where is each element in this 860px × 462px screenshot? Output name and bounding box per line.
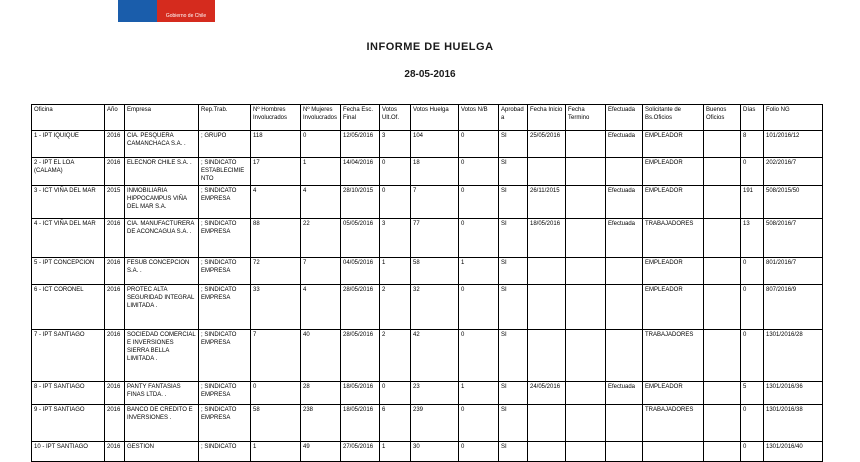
column-header: Fecha Inicio — [528, 105, 566, 131]
table-cell: 2016 — [105, 382, 125, 405]
table-cell: 40 — [301, 330, 341, 382]
table-cell: 1 — [301, 158, 341, 186]
table-cell: BANCO DE CREDITO E INVERSIONES . — [125, 405, 199, 442]
table-row — [32, 131, 823, 158]
table-cell: 0 — [459, 442, 499, 462]
table-cell: 0 — [380, 186, 411, 219]
table-cell: ; SINDICATO EMPRESA — [199, 219, 251, 258]
table-cell — [606, 442, 643, 462]
table-cell — [566, 186, 606, 219]
table-cell: 2016 — [105, 442, 125, 462]
table-cell: TRABAJADORES — [643, 219, 704, 258]
table-cell — [566, 219, 606, 258]
table-cell — [566, 330, 606, 382]
column-header: Oficina — [32, 105, 105, 131]
table-row — [32, 219, 823, 258]
table-cell: 8 - IPT SANTIAGO — [32, 382, 105, 405]
column-header: Fecha Esc. Final — [341, 105, 380, 131]
table-cell — [704, 330, 741, 382]
table-cell: 27/05/2016 — [341, 442, 380, 462]
table-cell: 0 — [251, 382, 301, 405]
table-row — [32, 258, 823, 285]
column-header: Buenos Oficios — [704, 105, 741, 131]
table-cell: 3 — [380, 219, 411, 258]
table-cell: 33 — [251, 285, 301, 330]
column-header: Nº Mujeres Involucrados — [301, 105, 341, 131]
table-cell: EMPLEADOR — [643, 186, 704, 219]
table-cell — [528, 158, 566, 186]
table-cell: 88 — [251, 219, 301, 258]
table-cell: 28/05/2016 — [341, 330, 380, 382]
table-cell — [566, 131, 606, 158]
table-cell: ; SINDICATO EMPRESA — [199, 405, 251, 442]
column-header: Días — [741, 105, 764, 131]
table-cell: 28 — [301, 382, 341, 405]
table-cell: 0 — [459, 219, 499, 258]
table-cell: 49 — [301, 442, 341, 462]
table-cell: 2016 — [105, 131, 125, 158]
column-header: Rep.Trab. — [199, 105, 251, 131]
table-cell: 0 — [301, 131, 341, 158]
table-cell: 7 — [411, 186, 459, 219]
table-cell: SOCIEDAD COMERCIAL E INVERSIONES SIERRA BELLA LIMITADA . — [125, 330, 199, 382]
table-cell — [528, 330, 566, 382]
table-cell — [528, 258, 566, 285]
table-cell: SI — [499, 442, 528, 462]
table-cell: 2016 — [105, 405, 125, 442]
table-cell: 0 — [459, 405, 499, 442]
column-header: Votos Huelga — [411, 105, 459, 131]
table-cell — [566, 285, 606, 330]
table-cell: ; GRUPO — [199, 131, 251, 158]
table-cell: 4 — [301, 285, 341, 330]
table-cell: 0 — [741, 405, 764, 442]
table-cell: SI — [499, 186, 528, 219]
table-cell: 18/05/2016 — [528, 219, 566, 258]
table-cell: 1 — [380, 258, 411, 285]
table-cell: EMPLEADOR — [643, 158, 704, 186]
table-cell — [606, 158, 643, 186]
table-cell: 28/05/2016 — [341, 285, 380, 330]
table-cell — [704, 158, 741, 186]
table-cell: 2016 — [105, 158, 125, 186]
table-row — [32, 330, 823, 382]
table-cell — [704, 382, 741, 405]
table-cell: SI — [499, 258, 528, 285]
table-cell: 2016 — [105, 258, 125, 285]
table-cell: CIA. MANUFACTURERA DE ACONCAGUA S.A. . — [125, 219, 199, 258]
logo-text: Gobierno de Chile — [165, 13, 207, 19]
table-cell: TRABAJADORES — [643, 405, 704, 442]
table-cell: 32 — [411, 285, 459, 330]
table-cell: Efectuada — [606, 219, 643, 258]
table-cell — [606, 405, 643, 442]
table-cell: 2 — [380, 330, 411, 382]
table-cell: 104 — [411, 131, 459, 158]
table-cell: 202/2016/7 — [764, 158, 823, 186]
report-table — [31, 104, 823, 462]
table-cell: 24/05/2016 — [528, 382, 566, 405]
table-cell — [606, 258, 643, 285]
table-cell: 2 — [380, 285, 411, 330]
column-header: Efectuada — [606, 105, 643, 131]
table-cell: 0 — [459, 285, 499, 330]
table-cell: 42 — [411, 330, 459, 382]
table-row — [32, 158, 823, 186]
table-cell: 7 — [301, 258, 341, 285]
table-cell: 1301/2016/40 — [764, 442, 823, 462]
table-cell: 118 — [251, 131, 301, 158]
column-header: Aprobada — [499, 105, 528, 131]
table-cell: 5 - IPT CONCEPCION — [32, 258, 105, 285]
table-cell: 1301/2016/28 — [764, 330, 823, 382]
gobierno-de-chile-logo — [118, 0, 215, 22]
table-cell: FESUB CONCEPCION S.A. . — [125, 258, 199, 285]
table-cell: 0 — [380, 382, 411, 405]
report-title: INFORME DE HUELGA — [366, 41, 494, 53]
table-cell: SI — [499, 131, 528, 158]
table-cell: PANTY FANTASIAS FINAS LTDA. . — [125, 382, 199, 405]
table-cell: EMPLEADOR — [643, 382, 704, 405]
table-cell — [528, 405, 566, 442]
table-cell — [704, 131, 741, 158]
table-cell: 1 — [459, 382, 499, 405]
table-cell: 0 — [459, 158, 499, 186]
table-cell — [528, 442, 566, 462]
table-cell: ; SINDICATO EMPRESA — [199, 382, 251, 405]
table-cell: 4 - ICT VIÑA DEL MAR — [32, 219, 105, 258]
table-cell: EMPLEADOR — [643, 285, 704, 330]
table-cell — [643, 442, 704, 462]
report-date: 28-05-2016 — [404, 69, 456, 80]
table-cell — [528, 285, 566, 330]
table-cell: 05/05/2016 — [341, 219, 380, 258]
table-cell: 2 - IPT EL LOA (CALAMA) — [32, 158, 105, 186]
table-cell: 1301/2016/38 — [764, 405, 823, 442]
table-cell: 2016 — [105, 285, 125, 330]
table-cell: 18/05/2016 — [341, 382, 380, 405]
table-cell: 28/10/2015 — [341, 186, 380, 219]
table-cell: INMOBILIARIA HIPPOCAMPUS VIÑA DEL MAR S.A. — [125, 186, 199, 219]
table-cell: 508/2015/50 — [764, 186, 823, 219]
table-cell: 0 — [741, 158, 764, 186]
table-cell: 1301/2016/36 — [764, 382, 823, 405]
table-cell: 13 — [741, 219, 764, 258]
table-cell: 508/2016/7 — [764, 219, 823, 258]
table-cell: 1 - IPT IQUIQUE — [32, 131, 105, 158]
table-cell: 72 — [251, 258, 301, 285]
table-cell: 0 — [741, 258, 764, 285]
table-cell: 7 - IPT SANTIAGO — [32, 330, 105, 382]
table-row — [32, 442, 823, 462]
table-cell: 2016 — [105, 330, 125, 382]
table-cell: GESTION — [125, 442, 199, 462]
table-cell: 191 — [741, 186, 764, 219]
table-cell: 0 — [741, 442, 764, 462]
table-cell: 0 — [459, 186, 499, 219]
table-cell: ; SINDICATO — [199, 442, 251, 462]
table-cell: 0 — [459, 330, 499, 382]
table-cell: ; SINDICATO EMPRESA — [199, 258, 251, 285]
table-cell: 25/05/2016 — [528, 131, 566, 158]
table-cell — [704, 186, 741, 219]
column-header: Empresa — [125, 105, 199, 131]
table-cell: CIA. PESQUERA CAMANCHACA S.A. . — [125, 131, 199, 158]
table-cell — [566, 158, 606, 186]
table-cell: 5 — [741, 382, 764, 405]
table-cell — [704, 405, 741, 442]
logo-red-block — [157, 0, 215, 22]
table-cell: Efectuada — [606, 382, 643, 405]
table-cell: 4 — [251, 186, 301, 219]
table-cell: 12/05/2016 — [341, 131, 380, 158]
table-cell: 1 — [380, 442, 411, 462]
table-cell: SI — [499, 219, 528, 258]
table-cell: ELECNOR CHILE S.A. . — [125, 158, 199, 186]
column-header: Solicitante de Bs.Oficios — [643, 105, 704, 131]
table-cell: 9 - IPT SANTIAGO — [32, 405, 105, 442]
table-row — [32, 285, 823, 330]
table-row — [32, 382, 823, 405]
column-header: Nº Hombres Involucrados — [251, 105, 301, 131]
table-cell: 2015 — [105, 186, 125, 219]
table-cell: 77 — [411, 219, 459, 258]
table-cell: TRABAJADORES — [643, 330, 704, 382]
table-cell: 10 - IPT SANTIAGO — [32, 442, 105, 462]
table-cell — [566, 405, 606, 442]
table-cell: 239 — [411, 405, 459, 442]
table-cell: 238 — [301, 405, 341, 442]
table-cell: SI — [499, 285, 528, 330]
column-header: Folio NG — [764, 105, 823, 131]
table-cell — [704, 258, 741, 285]
report-table-container — [31, 104, 822, 462]
column-header: Votos Ult.Of. — [380, 105, 411, 131]
table-cell: Efectuada — [606, 131, 643, 158]
table-cell: 23 — [411, 382, 459, 405]
table-cell: Efectuada — [606, 186, 643, 219]
table-cell: ; SINDICATO EMPRESA — [199, 330, 251, 382]
table-row — [32, 405, 823, 442]
table-cell — [704, 285, 741, 330]
column-header: Votos N/B — [459, 105, 499, 131]
table-cell — [704, 442, 741, 462]
table-cell: 4 — [301, 186, 341, 219]
table-row — [32, 186, 823, 219]
table-cell: 18 — [411, 158, 459, 186]
table-cell: 801/2016/7 — [764, 258, 823, 285]
table-cell: 8 — [741, 131, 764, 158]
table-cell: SI — [499, 158, 528, 186]
table-cell: 807/2016/9 — [764, 285, 823, 330]
table-cell: 6 - ICT CORONEL — [32, 285, 105, 330]
table-cell: ; SINDICATO EMPRESA — [199, 285, 251, 330]
table-cell: 14/04/2016 — [341, 158, 380, 186]
table-cell: 17 — [251, 158, 301, 186]
table-cell: SI — [499, 330, 528, 382]
table-cell: 3 — [380, 131, 411, 158]
column-header: Fecha Termino — [566, 105, 606, 131]
logo-blue-block — [118, 0, 157, 22]
table-cell — [704, 219, 741, 258]
column-header: Año — [105, 105, 125, 131]
table-cell: 58 — [251, 405, 301, 442]
table-cell: 04/05/2016 — [341, 258, 380, 285]
table-cell: 58 — [411, 258, 459, 285]
table-cell: 3 - ICT VIÑA DEL MAR — [32, 186, 105, 219]
table-cell: EMPLEADOR — [643, 131, 704, 158]
table-cell — [606, 285, 643, 330]
table-cell: 6 — [380, 405, 411, 442]
table-cell: PROTEC ALTA SEGURIDAD INTEGRAL LIMITADA . — [125, 285, 199, 330]
table-cell: EMPLEADOR — [643, 258, 704, 285]
table-cell: 0 — [459, 131, 499, 158]
table-cell — [566, 382, 606, 405]
table-cell: SI — [499, 382, 528, 405]
table-cell — [606, 330, 643, 382]
table-body — [32, 131, 823, 462]
table-cell: 30 — [411, 442, 459, 462]
table-cell: 101/2016/12 — [764, 131, 823, 158]
table-cell: 7 — [251, 330, 301, 382]
table-header-row — [32, 105, 823, 131]
table-cell: 2016 — [105, 219, 125, 258]
table-cell: 26/11/2015 — [528, 186, 566, 219]
table-cell — [566, 258, 606, 285]
table-cell — [566, 442, 606, 462]
table-cell: ; SINDICATO EMPRESA — [199, 186, 251, 219]
table-cell: SI — [499, 405, 528, 442]
table-cell: 0 — [741, 285, 764, 330]
table-cell: 22 — [301, 219, 341, 258]
table-cell: 1 — [251, 442, 301, 462]
table-cell: 18/05/2016 — [341, 405, 380, 442]
table-cell: 0 — [741, 330, 764, 382]
table-cell: 1 — [459, 258, 499, 285]
table-cell: ; SINDICATO ESTABLECIMIENTO — [199, 158, 251, 186]
table-cell: 0 — [380, 158, 411, 186]
table-header — [32, 105, 823, 131]
